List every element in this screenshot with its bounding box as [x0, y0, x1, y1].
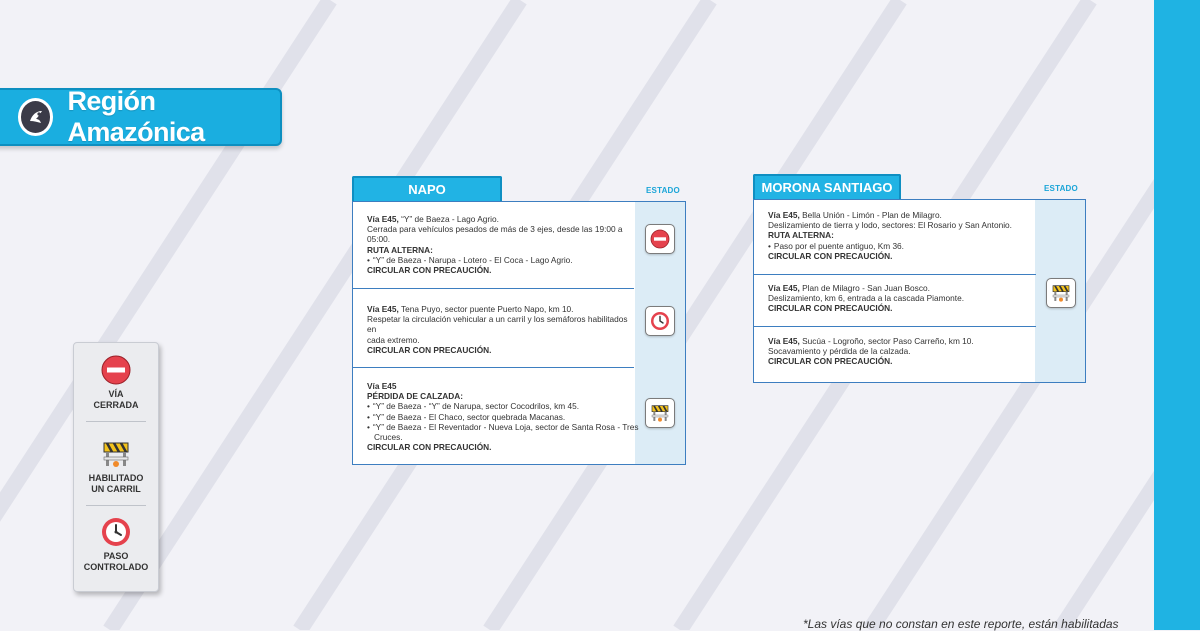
road-closed-icon	[101, 355, 131, 385]
table-row	[754, 327, 1085, 382]
right-accent-band	[1154, 0, 1200, 630]
table-row	[353, 289, 685, 367]
row-description: Vía E45 PÉRDIDA DE CALZADA: • “Y” de Baeza - “Y” de Narupa, sector Cocodrilos, km 45. • “Y” de Baeza - El Chaco, sector quebrada Macanas. • “Y” de Baeza - El Reventador - Nueva Loja, sector de Santa Rosa - Tres Cruces. CIRCULAR CON PRECAUCIÓN.	[367, 381, 639, 452]
legend-label: VÍA CERRADA	[93, 389, 139, 410]
table-row	[754, 200, 1085, 274]
legend-item-controlled	[74, 517, 158, 573]
one-lane-icon	[1046, 278, 1076, 308]
table-row	[353, 368, 685, 464]
footnote: *Las vías que no constan en este reporte, están habilitadas	[803, 617, 1119, 631]
one-lane-icon	[645, 398, 675, 428]
morona-table	[753, 199, 1086, 383]
table-row	[754, 275, 1085, 327]
estado-label: ESTADO	[646, 186, 680, 195]
road-closed-icon	[645, 224, 675, 254]
napo-panel	[352, 176, 686, 466]
table-row	[353, 202, 685, 288]
row-description: Vía E45, Tena Puyo, sector puente Puerto Napo, km 10. Respetar la circulación vehicular a un carril y los semáforos habilitados en cada extremo. CIRCULAR CON PRECAUCIÓN.	[367, 304, 628, 355]
controlled-pass-icon	[645, 306, 675, 336]
region-logo-icon	[18, 98, 53, 136]
legend-label: PASO CONTROLADO	[83, 551, 149, 572]
morona-tab: MORONA SANTIAGO	[753, 174, 901, 199]
region-banner	[0, 88, 282, 146]
controlled-pass-icon	[101, 517, 131, 547]
one-lane-icon	[101, 439, 131, 469]
estado-label: ESTADO	[1044, 184, 1078, 193]
row-description: Vía E45, Sucúa - Logroño, sector Paso Carreño, km 10. Socavamiento y pérdida de la calzada. CIRCULAR CON PRECAUCIÓN.	[768, 336, 974, 367]
legend-label: HABILITADO UN CARRIL	[88, 473, 144, 494]
legend-panel	[73, 342, 159, 592]
legend-item-closed	[74, 355, 158, 411]
region-title: Región Amazónica	[67, 86, 205, 147]
row-description: Vía E45, Plan de Milagro - San Juan Bosco. Deslizamiento, km 6, entrada a la cascada Piamonte. CIRCULAR CON PRECAUCIÓN.	[768, 283, 964, 314]
legend-divider	[86, 505, 146, 506]
row-description: Vía E45, “Y” de Baeza - Lago Agrio. Cerrada para vehículos pesados de más de 3 ejes, desde las 19:00 a 05:00. RUTA ALTERNA: • “Y” de Baeza - Narupa - Lotero - El Coca - Lago Agrio. CIRCULAR CON PRECAUCIÓN.	[367, 214, 629, 275]
legend-item-one-lane	[74, 439, 158, 495]
napo-tab: NAPO	[352, 176, 502, 201]
row-description: Vía E45, Bella Unión - Limón - Plan de Milagro. Deslizamiento de tierra y lodo, sectores: El Rosario y San Antonio. RUTA ALTERNA: • Paso por el puente antiguo, Km 36. CIRCULAR CON PRECAUCIÓN.	[768, 210, 1030, 261]
morona-panel	[753, 174, 1086, 384]
napo-table	[352, 201, 686, 465]
legend-divider	[86, 421, 146, 422]
